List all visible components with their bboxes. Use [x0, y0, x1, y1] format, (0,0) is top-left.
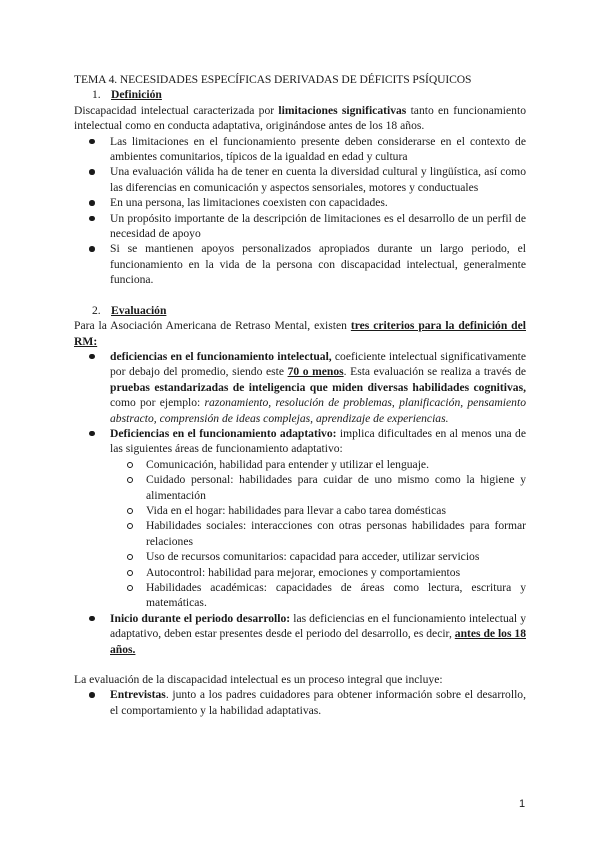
section-1-title: Definición — [111, 88, 162, 102]
section-2-title: Evaluación — [111, 303, 167, 317]
list-item: Las limitaciones en el funcionamiento presente deben considerarse en el contexto de ambientes comunitarios, típicos de la igualdad en edad y cultura — [110, 134, 526, 164]
document-page — [74, 72, 526, 718]
criterion-examples: razonamiento, resolución de problemas, planificación, pensamiento abstracto, comprensión de ideas complejas, aprendizaje de experiencias. — [110, 396, 526, 425]
criterion-intellectual — [110, 349, 526, 426]
criterion-text: . Esta evaluación se realiza a través de — [343, 365, 527, 379]
list-item: Una evaluación válida ha de tener en cuenta la diversidad cultural y lingüística, así como las diferencias en comunicación y aspectos sensoriales, motores y conductuales — [110, 165, 526, 194]
list-item: Vida en el hogar: habilidades para llevar a cabo tarea domésticas — [146, 503, 526, 518]
adaptive-areas-list — [110, 457, 526, 611]
list-item — [110, 687, 526, 718]
list-item: Comunicación, habilidad para entender y utilizar el lenguaje. — [146, 457, 526, 472]
list-item: Uso de recursos comunitarios: capacidad para acceder, utilizar servicios — [146, 549, 526, 564]
criterion-title: Inicio durante el periodo desarrollo: — [110, 611, 291, 625]
list-item: Cuidado personal: habilidades para cuidar de uno mismo como la higiene y alimentación — [146, 473, 526, 502]
section-2-number: 2. — [92, 303, 101, 317]
item-bold: Entrevistas — [110, 688, 166, 702]
document-title: TEMA 4. NECESIDADES ESPECÍFICAS DERIVADAS DE DÉFICITS PSÍQUICOS — [74, 73, 472, 86]
intro-text: Para la Asociación Americana de Retraso Mental, existen — [74, 319, 347, 333]
section-2-intro — [74, 318, 526, 349]
criterion-text: las deficiencias en el funcionamiento intelectual y adaptativo, deben estar presentes desde el periodo del desarrollo, es decir, — [110, 611, 527, 641]
section-1-number: 1. — [92, 88, 101, 102]
list-item: Habilidades sociales: interacciones con otras personas habilidades para formar relaciones — [146, 519, 526, 548]
criterion-title: Deficiencias en el funcionamiento adaptativo: — [110, 426, 337, 440]
list-item: Si se mantienen apoyos personalizados apropiados durante un largo periodo, el funcionamiento en la vida de la persona con discapacidad intelectual, generalmente funciona. — [110, 242, 526, 287]
page-number: 1 — [519, 798, 526, 810]
criterion-title: deficiencias en el funcionamiento intelectual, — [110, 349, 332, 363]
section-1-bullet-list — [74, 134, 526, 288]
criterion-text: como por ejemplo: — [110, 396, 201, 410]
intro-text: Discapacidad intelectual caracterizada por — [74, 103, 275, 117]
criterion-adaptive — [110, 426, 526, 611]
intro-bold: limitaciones significativas — [278, 103, 407, 117]
criterion-onset — [110, 611, 526, 657]
list-item: En una persona, las limitaciones coexisten con capacidades. — [110, 195, 526, 210]
iq-threshold: 70 o menos — [287, 365, 344, 379]
evaluation-closing: La evaluación de la discapacidad intelectual es un proceso integral que incluye: — [74, 673, 443, 687]
section-1-intro — [74, 103, 526, 134]
criteria-list — [74, 349, 526, 657]
criterion-text: implica dificultades en al menos una de las siguientes áreas de funcionamiento adaptativo: — [110, 426, 526, 456]
list-item: Habilidades académicas: capacidades de áreas como lectura, escritura y matemáticas. — [146, 581, 526, 610]
section-1-heading — [92, 87, 526, 102]
evaluation-process-list — [74, 687, 526, 718]
intro-text-cont: tanto en funcionamiento intelectual como en conducta adaptativa, originándose antes de los 18 años. — [74, 103, 526, 133]
criterion-bold: pruebas estandarizadas de inteligencia que miden diversas habilidades cognitivas, — [110, 380, 526, 394]
item-text: . junto a los padres cuidadores para obtener información sobre el desarrollo, el comportamiento y la habilidad adaptativas. — [110, 688, 526, 717]
age-threshold: antes de los 18 años. — [110, 627, 526, 656]
list-item: Autocontrol: habilidad para mejorar, emociones y comportamientos — [146, 565, 526, 580]
list-item: Un propósito importante de la descripción de limitaciones es el desarrollo de un perfil de necesidad de apoyo — [110, 211, 526, 241]
criterion-text: coeficiente intelectual significativamente por debajo del promedio, siendo este — [110, 349, 527, 379]
criteria-heading: tres criterios para la definición del RM: — [74, 319, 526, 348]
section-2-heading — [92, 303, 526, 318]
